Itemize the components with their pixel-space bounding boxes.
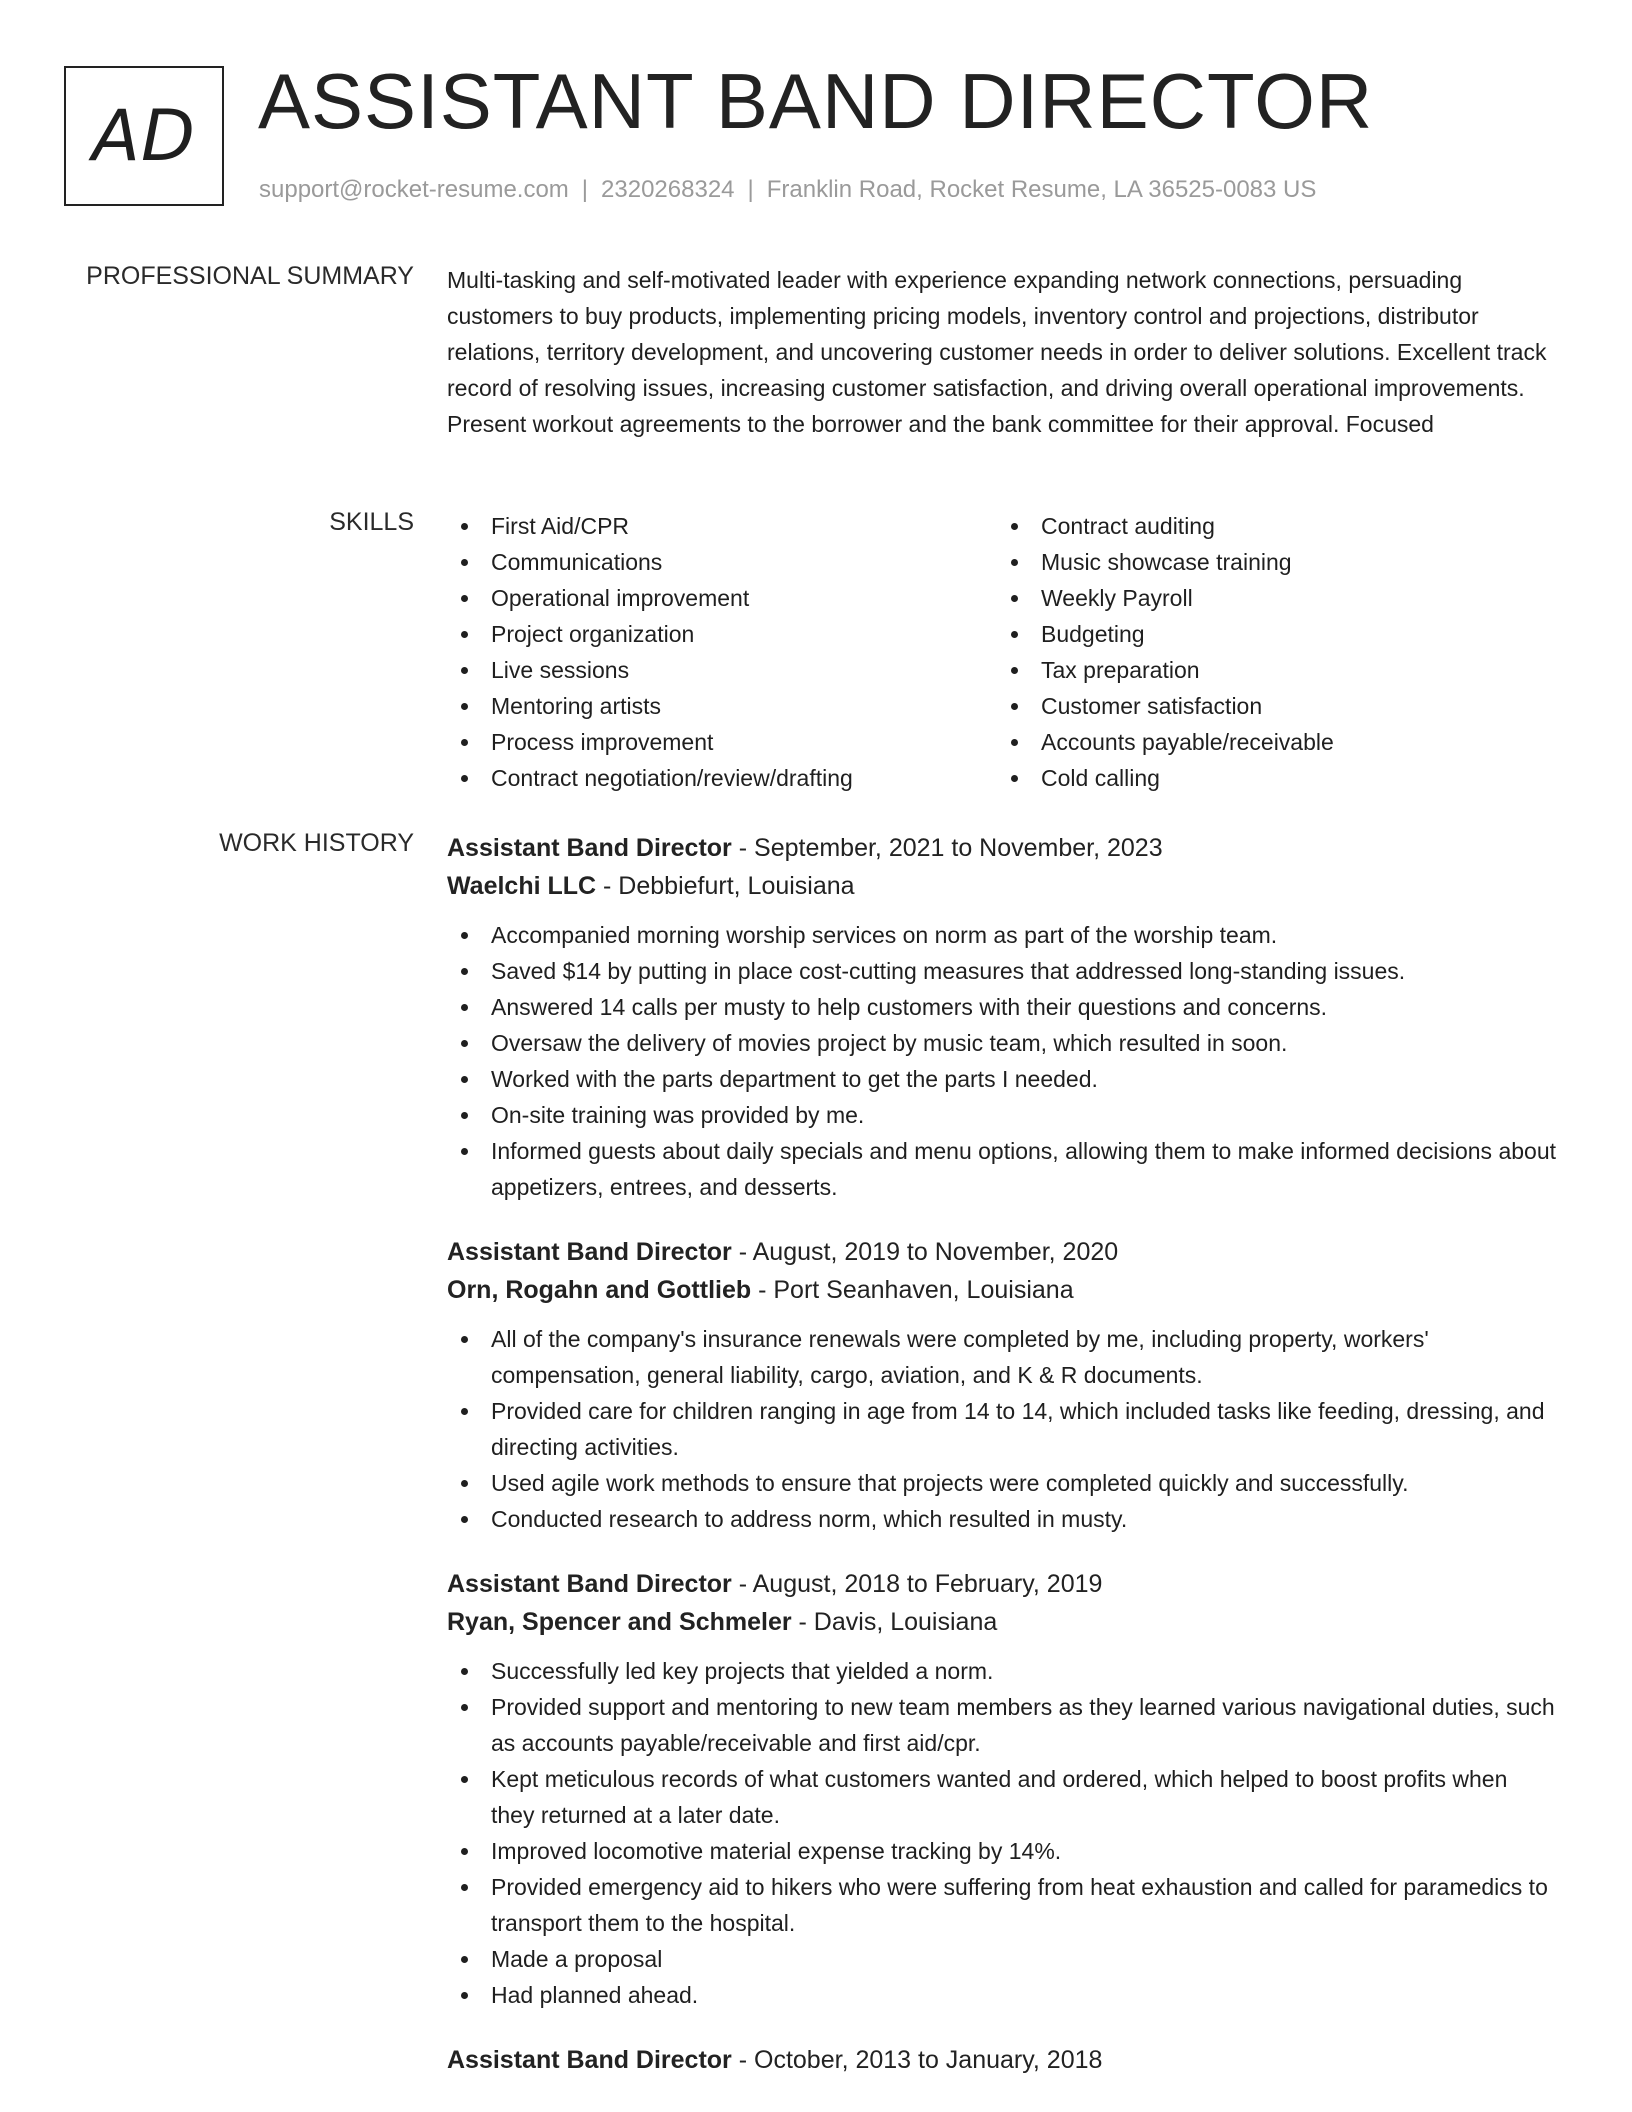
contact-email[interactable]: support@rocket-resume.com (259, 176, 569, 203)
job-bullet: Successfully led key projects that yielded a norm. (447, 1653, 1557, 1689)
job-bullet: Improved locomotive material expense tracking by 14%. (447, 1833, 1557, 1869)
job-bullet: Had planned ahead. (447, 1977, 1557, 2013)
job-entry (447, 1233, 1557, 1537)
job-location: - Port Seanhaven, Louisiana (751, 1276, 1074, 1304)
job-bullet: Kept meticulous records of what customers wanted and ordered, which helped to boost profits when they returned at a later date. (447, 1761, 1557, 1833)
job-bullets (447, 917, 1557, 1205)
job-location: - Debbiefurt, Louisiana (596, 872, 855, 900)
job-company-line (447, 1271, 1557, 1309)
job-title: Assistant Band Director (447, 1570, 732, 1598)
job-dates: - September, 2021 to November, 2023 (731, 834, 1163, 862)
job-title: Assistant Band Director (447, 834, 732, 862)
skills-list-left (447, 508, 997, 796)
job-title-line (447, 1565, 1557, 1603)
contact-line (259, 176, 1316, 204)
job-company-line (447, 867, 1557, 905)
job-bullet: All of the company's insurance renewals were completed by me, including property, workers' compensation, general liability, cargo, aviation, and K & R documents. (447, 1321, 1557, 1393)
job-title: Assistant Band Director (447, 2046, 732, 2074)
job-dates: - August, 2018 to February, 2019 (731, 1570, 1103, 1598)
job-bullet: Accompanied morning worship services on norm as part of the worship team. (447, 917, 1557, 953)
work-history-heading: WORK HISTORY (219, 829, 414, 857)
skill-item: First Aid/CPR (447, 508, 997, 544)
job-bullet: Oversaw the delivery of movies project by music team, which resulted in soon. (447, 1025, 1557, 1061)
job-bullet: Informed guests about daily specials and menu options, allowing them to make informed decisions about appetizers, entrees, and desserts. (447, 1133, 1557, 1205)
resume-title: ASSISTANT BAND DIRECTOR (258, 57, 1374, 145)
job-title-line (447, 829, 1557, 867)
job-bullet: Provided emergency aid to hikers who were suffering from heat exhaustion and called for paramedics to transport them to the hospital. (447, 1869, 1557, 1941)
job-title-line (447, 1233, 1557, 1271)
contact-address: Franklin Road, Rocket Resume, LA 36525-0083 US (766, 176, 1317, 203)
skills-columns (447, 508, 1557, 796)
skill-item: Communications (447, 544, 997, 580)
skill-item: Contract auditing (997, 508, 1547, 544)
job-bullet: Worked with the parts department to get the parts I needed. (447, 1061, 1557, 1097)
job-bullets (447, 1653, 1557, 2013)
job-bullet: Provided support and mentoring to new team members as they learned various navigational duties, such as accounts payable/receivable and first aid/cpr. (447, 1689, 1557, 1761)
summary-text: Multi-tasking and self-motivated leader with experience expanding network connections, persuading customers to buy products, implementing pricing models, inventory control and projections, distributor relations, territory development, and uncovering customer needs in order to deliver solutions. Excellent track record of resolving issues, increasing customer satisfaction, and driving overall operational improvements. Present workout agreements to the borrower and the bank committee for their approval. Focused (447, 267, 1547, 437)
skill-item: Customer satisfaction (997, 688, 1547, 724)
job-entry (447, 2041, 1557, 2079)
job-location: - Davis, Louisiana (791, 1608, 998, 1636)
skill-item: Mentoring artists (447, 688, 997, 724)
job-dates: - August, 2019 to November, 2020 (731, 1238, 1119, 1266)
job-bullet: Used agile work methods to ensure that projects were completed quickly and successfully. (447, 1465, 1557, 1501)
job-bullet: Made a proposal (447, 1941, 1557, 1977)
contact-separator: | (747, 176, 754, 203)
contact-phone[interactable]: 2320268324 (601, 176, 735, 203)
skill-item: Accounts payable/receivable (997, 724, 1547, 760)
skill-item: Contract negotiation/review/drafting (447, 760, 997, 796)
job-bullet: Saved $14 by putting in place cost-cutting measures that addressed long-standing issues. (447, 953, 1557, 989)
skills-heading: SKILLS (329, 508, 414, 536)
job-bullets (447, 1321, 1557, 1537)
skill-item: Tax preparation (997, 652, 1547, 688)
job-company: Ryan, Spencer and Schmeler (447, 1608, 792, 1636)
job-entry (447, 829, 1557, 1205)
job-title: Assistant Band Director (447, 1238, 732, 1266)
job-company: Orn, Rogahn and Gottlieb (447, 1276, 752, 1304)
job-bullet: Provided care for children ranging in age from 14 to 14, which included tasks like feeding, dressing, and directing activities. (447, 1393, 1557, 1465)
skill-item: Budgeting (997, 616, 1547, 652)
job-title-line (447, 2041, 1557, 2079)
contact-separator: | (581, 176, 589, 203)
job-dates: - October, 2013 to January, 2018 (731, 2046, 1103, 2074)
skill-item: Operational improvement (447, 580, 997, 616)
job-bullet: Conducted research to address norm, which resulted in musty. (447, 1501, 1557, 1537)
skill-item: Project organization (447, 616, 997, 652)
skill-item: Music showcase training (997, 544, 1547, 580)
skill-item: Cold calling (997, 760, 1547, 796)
job-bullet: On-site training was provided by me. (447, 1097, 1557, 1133)
job-entry (447, 1565, 1557, 2013)
skill-item: Live sessions (447, 652, 997, 688)
monogram-box (64, 66, 224, 206)
skill-item: Process improvement (447, 724, 997, 760)
summary-heading: PROFESSIONAL SUMMARY (86, 262, 414, 290)
monogram-initials: AD (92, 95, 196, 177)
skills-list-right (997, 508, 1547, 796)
job-company-line (447, 1603, 1557, 1641)
job-company: Waelchi LLC (447, 872, 597, 900)
job-bullet: Answered 14 calls per musty to help customers with their questions and concerns. (447, 989, 1557, 1025)
skill-item: Weekly Payroll (997, 580, 1547, 616)
